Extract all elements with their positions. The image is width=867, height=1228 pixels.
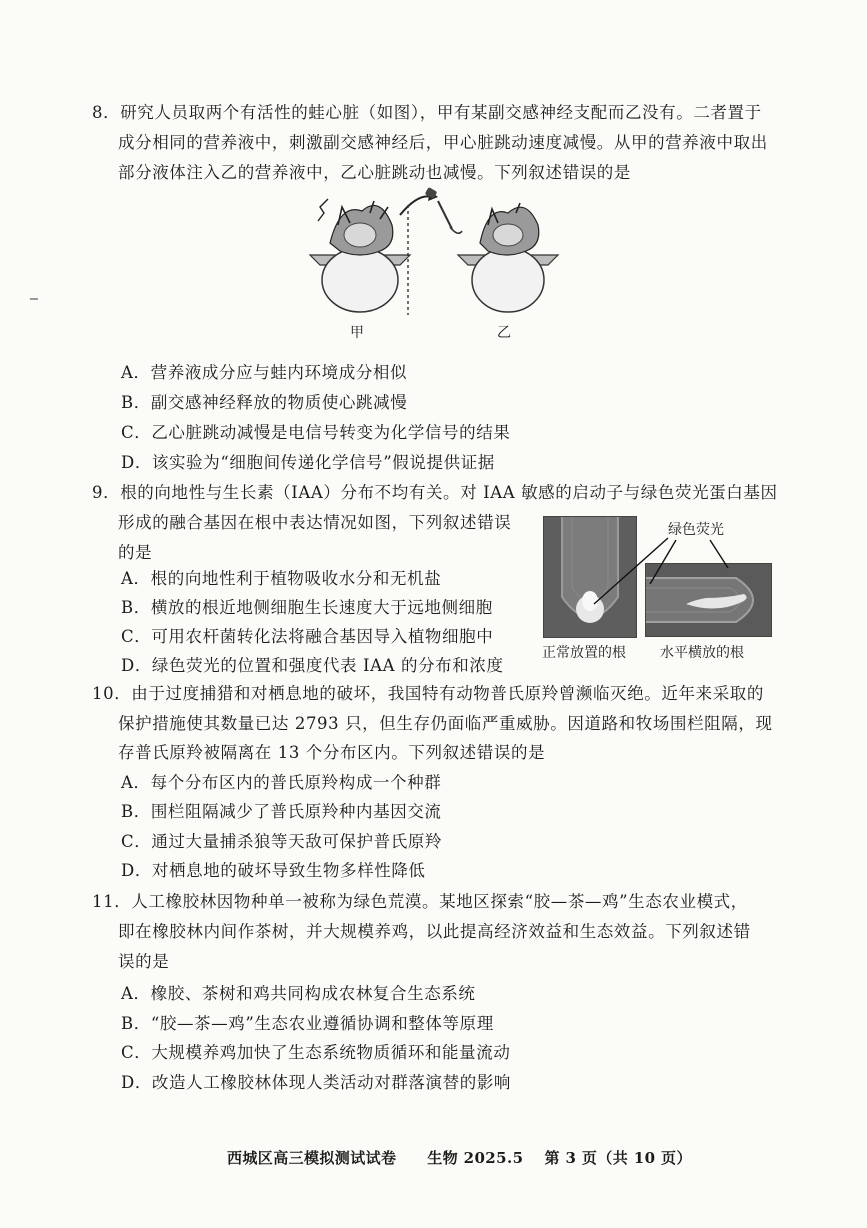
- q11-stem-line-1: 11．人工橡胶林因物种单一被称为绿色荒漠。某地区探索“胶—茶—鸡”生态农业模式，: [92, 892, 748, 911]
- fluorescence-pointer-lines: [590, 528, 740, 608]
- q8-option-a: A．营养液成分应与蛙内环境成分相似: [121, 363, 408, 382]
- q10-stem-line-1: 10．由于过度捕猎和对栖息地的破坏，我国特有动物普氏原羚曾濒临灭绝。近年来采取的: [92, 684, 764, 703]
- q11-option-b: B．“胶—茶—鸡”生态农业遵循协调和整体等原理: [121, 1014, 494, 1033]
- heart-yi-label: 乙: [497, 325, 511, 341]
- q8-stem-line-2: 成分相同的营养液中，刺激副交感神经后，甲心脏跳动速度减慢。从甲的营养液中取出: [118, 133, 768, 152]
- heart-yi-illustration: [458, 203, 558, 312]
- q10-stem-line-3: 存普氏原羚被隔离在 13 个分布区内。下列叙述错误的是: [118, 743, 546, 762]
- q10-option-d: D．对栖息地的破坏导致生物多样性降低: [121, 861, 426, 880]
- q10-stem-line-2: 保护措施使其数量已达 2793 只，但生存仍面临严重威胁。因道路和牧场围栏阻隔，现: [118, 714, 773, 733]
- q8-stem-line-1: 8．研究人员取两个有活性的蛙心脏（如图），甲有某副交感神经支配而乙没有。二者置于: [92, 103, 762, 122]
- q9-option-c: C．可用农杆菌转化法将融合基因导入植物细胞中: [121, 627, 494, 646]
- q10-option-c: C．通过大量捕杀狼等天敌可保护普氏原羚: [121, 832, 443, 851]
- q11-stem-line-3: 误的是: [118, 952, 170, 971]
- scan-mark: [30, 298, 38, 300]
- dropper-illustration: [400, 187, 462, 233]
- q11-stem-line-2: 即在橡胶林内间作茶树，并大规模养鸡，以此提高经济效益和生态效益。下列叙述错: [118, 922, 751, 941]
- q9-option-a: A．根的向地性利于植物吸收水分和无机盐: [121, 569, 442, 588]
- normal-root-label: 正常放置的根: [542, 645, 626, 661]
- q8-option-c: C．乙心脏跳动减慢是电信号转变为化学信号的结果: [121, 423, 511, 442]
- horizontal-root-label: 水平横放的根: [660, 645, 744, 661]
- q11-option-d: D．改造人工橡胶林体现人类活动对群落演替的影响: [121, 1073, 512, 1092]
- q9-option-b: B．横放的根近地侧细胞生长速度大于远地侧细胞: [121, 598, 493, 617]
- q9-option-d: D．绿色荧光的位置和强度代表 IAA 的分布和浓度: [121, 656, 504, 675]
- heart-jia-label: 甲: [350, 325, 364, 341]
- q9-stem-line-3: 的是: [118, 543, 153, 562]
- q8-stem-line-3: 部分液体注入乙的营养液中，乙心脏跳动也减慢。下列叙述错误的是: [118, 163, 631, 182]
- q9-stem-line-1: 9．根的向地性与生长素（IAA）分布不均有关。对 IAA 敏感的启动子与绿色荧光蛋白基因: [92, 483, 778, 502]
- fluorescence-label: 绿色荧光: [668, 522, 724, 538]
- q10-option-b: B．围栏阻隔减少了普氏原羚种内基因交流: [121, 802, 442, 821]
- q11-option-c: C．大规模养鸡加快了生态系统物质循环和能量流动: [121, 1043, 511, 1062]
- q8-option-d: D．该实验为“细胞间传递化学信号”假说提供证据: [121, 453, 495, 472]
- frog-heart-figure: [300, 185, 560, 315]
- q8-option-b: B．副交感神经释放的物质使心跳减慢: [121, 393, 408, 412]
- heart-jia-illustration: [310, 199, 410, 312]
- page-footer: 西城区高三模拟测试试卷 生物 2025.5 第 3 页（共 10 页）: [227, 1149, 692, 1167]
- q10-option-a: A．每个分布区内的普氏原羚构成一个种群: [121, 773, 442, 792]
- q9-stem-line-2: 形成的融合基因在根中表达情况如图，下列叙述错误: [118, 513, 512, 532]
- q11-option-a: A．橡胶、茶树和鸡共同构成农林复合生态系统: [121, 984, 476, 1003]
